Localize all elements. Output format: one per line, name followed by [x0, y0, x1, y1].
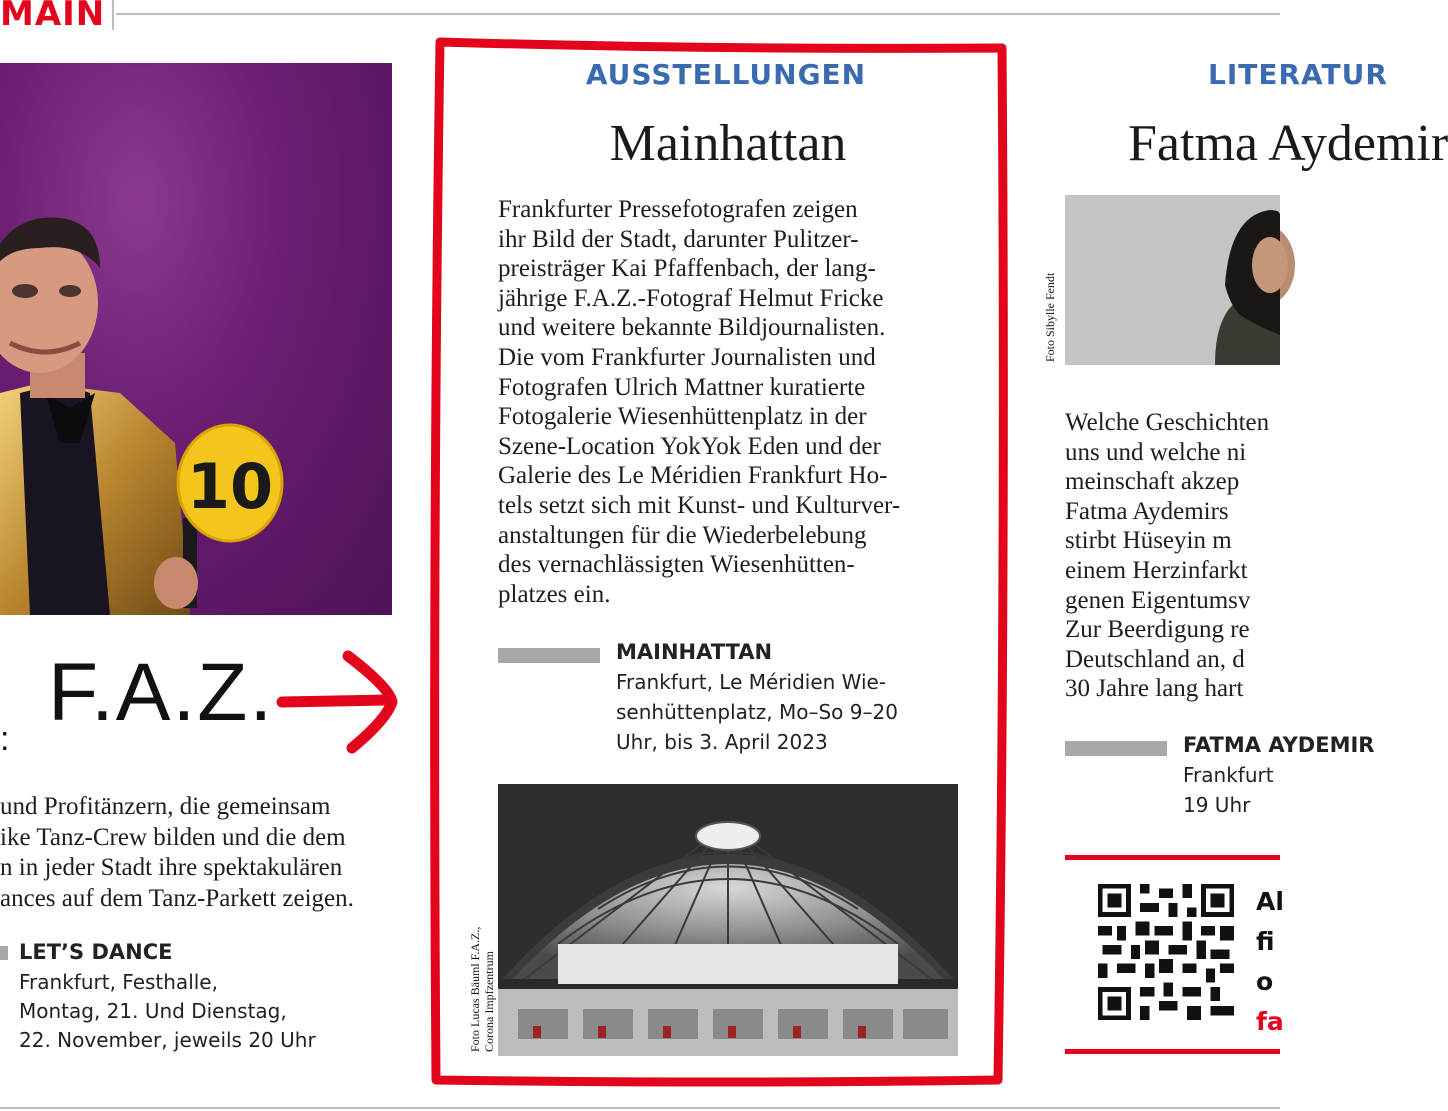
info-bar-marker [1065, 741, 1167, 756]
section-kicker-literatur: LITERATUR [1208, 58, 1388, 91]
author-photo-credit: Foto Sibylle Fendt [1043, 272, 1057, 362]
info-bar-marker [0, 946, 8, 960]
author-portrait-photo [1065, 195, 1280, 365]
masthead-rule [116, 13, 1280, 15]
promo-text: Al fi o fa [1256, 882, 1280, 1042]
fatma-aydemir-info-title: FATMA AYDEMIR [1183, 733, 1375, 757]
article-headline-mainhattan: Mainhattan [609, 115, 847, 172]
fatma-aydemir-info-details: Frankfurt 19 Uhr [1183, 763, 1274, 817]
promo-top-rule [1065, 855, 1280, 860]
colon-fragment: : [0, 720, 10, 758]
score-paddle-number: 10 [186, 450, 274, 523]
festhalle-dome-photo [498, 784, 958, 1056]
dancer-illustration [0, 63, 392, 615]
fatma-aydemir-body-text: Welche Geschichten uns und welche ni meinschaft akzep Fatma Aydemirs stirbt Hüseyin m einem Herzinfarkt genen Eigentumsv Zur Beerdigung re Deutschland an, d 30 Jahre lang hart [1065, 409, 1270, 703]
lets-dance-info-title: LET’S DANCE [19, 940, 173, 964]
faz-logo: F.A.Z. [48, 647, 275, 738]
mainhattan-body-text: Frankfurter Pressefotografen zeigen ihr Bild der Stadt, darunter Pulitzer- preisträger Kai Pfaffenbach, der lang- jährige F.A.Z.-Fotograf Helmut Fricke und weitere bekannte Bildjournalisten. Die vom Frankfurter Journalisten und Fotografen Ulrich Mattner kuratierte Fotogalerie Wiesenhüttenplatz in der Szene-Location YokYok Eden und der Galerie des Le Méridien Frankfurt Ho- tels setzt sich mit Kunst- und Kulturver- anstaltungen für die Wiederbelebung des vernachlässigten Wiesenhütten- platzes ein. [498, 196, 901, 608]
red-arrow-icon [278, 648, 403, 758]
info-bar-marker [498, 648, 600, 663]
page-bottom-rule [0, 1107, 1280, 1109]
mainhattan-info-details: Frankfurt, Le Méridien Wie- senhüttenplatz, Mo–So 9–20 Uhr, bis 3. April 2023 [616, 670, 898, 754]
promo-link[interactable]: fa [1256, 1007, 1284, 1036]
section-kicker-ausstellungen: AUSSTELLUNGEN [585, 58, 867, 91]
lets-dance-poster-image [0, 63, 392, 615]
lets-dance-body-text: und Profitänzern, die gemeinsam ike Tanz-Crew bilden und die dem n in jeder Stadt ihre spektakulären ances auf dem Tanz-Parkett zeigen. [0, 793, 354, 912]
masthead-divider [112, 0, 114, 30]
lets-dance-info-details: Frankfurt, Festhalle, Montag, 21. Und Dienstag, 22. November, jeweils 20 Uhr [19, 970, 316, 1052]
promo-bottom-rule [1065, 1049, 1280, 1054]
section-masthead: MAIN [0, 0, 106, 34]
festhalle-photo-credit: Foto Lucas Bäuml F.A.Z., Corona Impfzentrum [468, 926, 496, 1052]
article-headline-fatma-aydemir: Fatma Aydemir [1128, 115, 1448, 172]
mainhattan-info-title: MAINHATTAN [616, 640, 773, 664]
qr-code-icon[interactable] [1098, 884, 1234, 1020]
